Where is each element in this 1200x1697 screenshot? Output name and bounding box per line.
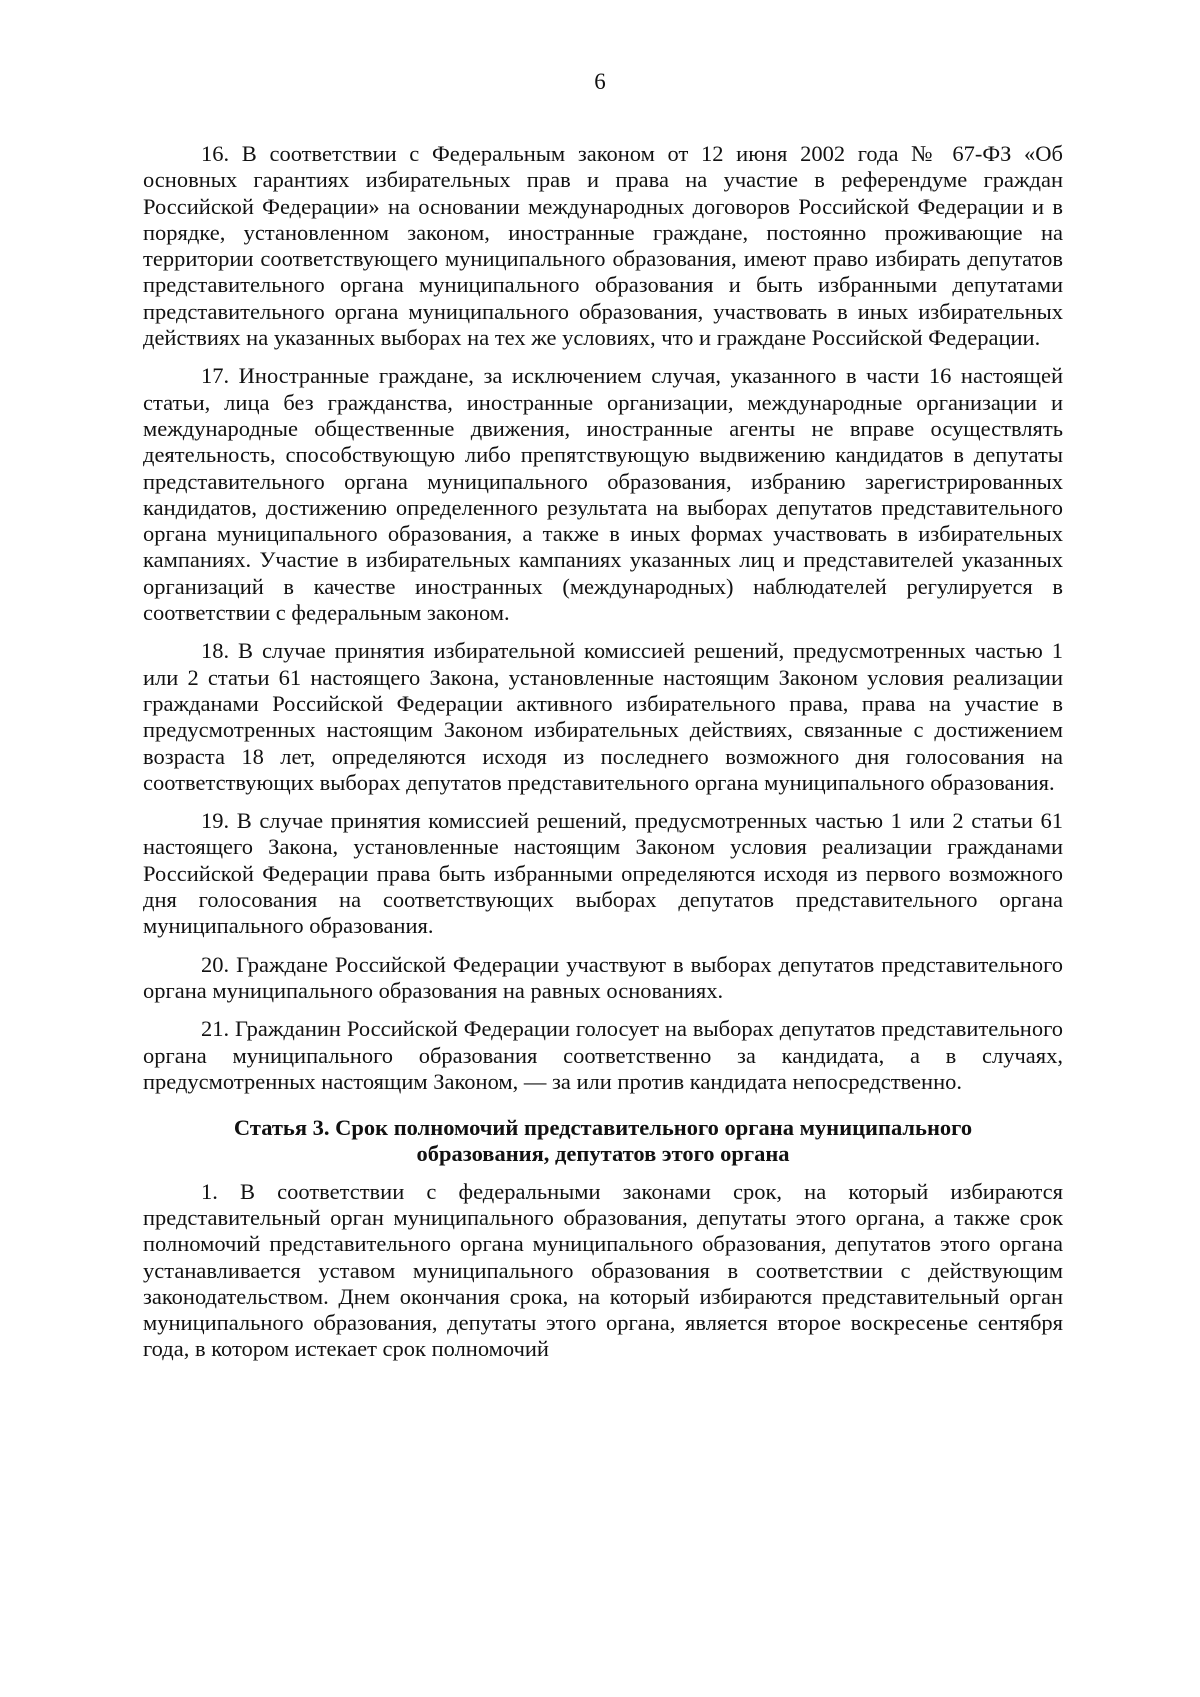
paragraph-18: 18. В случае принятия избирательной комиссией решений, предусмотренных частью 1 или 2 статьи 61 настоящего Закона, установленные настоящим Законом условия реализации гражданами Российской Федерации активного избирательного права, права на участие в предусмотренных настоящим Законом избирательных действиях, связанные с достижением возраста 18 лет, определяются исходя из последнего возможного дня голосования на соответствующих выборах депутатов представительного органа муниципального образования. bbox=[143, 638, 1063, 795]
paragraph-16: 16. В соответствии с Федеральным законом от 12 июня 2002 года № 67-ФЗ «Об основных гарантиях избирательных прав и права на участие в референдуме граждан Российской Федерации» на основании международных договоров Российской Федерации и в порядке, установленном законом, иностранные граждане, постоянно проживающие на территории соответствующего муниципального образования, имеют право избирать депутатов представительного органа муниципального образования и быть избранными депутатами представительного органа муниципального образования, участвовать в иных избирательных действиях на указанных выборах на тех же условиях, что и граждане Российской Федерации. bbox=[143, 141, 1063, 351]
paragraph-20: 20. Граждане Российской Федерации участвуют в выборах депутатов представительного органа муниципального образования на равных основаниях. bbox=[143, 951, 1063, 1003]
page-number: 6 bbox=[594, 69, 606, 94]
article-3-paragraph-1: 1. В соответствии с федеральными законами срок, на который избираются представительный орган муниципального образования, депутаты этого органа, а также срок полномочий представительного органа муниципального образования, депутатов этого органа устанавливается уставом муниципального образования в соответствии с действующим законодательством. Днем окончания срока, на который избираются представительный орган муниципального образования, депутаты этого органа, является второе воскресенье сентября года, в котором истекает срок полномочий bbox=[143, 1178, 1063, 1362]
document-body bbox=[143, 141, 1063, 1375]
paragraph-17: 17. Иностранные граждане, за исключением случая, указанного в части 16 настоящей статьи, лица без гражданства, иностранные организации, международные организации и международные общественные движения, иностранные агенты не вправе осуществлять деятельность, способствующую либо препятствующую выдвижению кандидатов в депутаты представительного органа муниципального образования, избранию зарегистрированных кандидатов, достижению определенного результата на выборах депутатов представительного органа муниципального образования, а также в иных формах участвовать в избирательных кампаниях. Участие в избирательных кампаниях указанных лиц и представителей указанных организаций в качестве иностранных (международных) наблюдателей регулируется в соответствии с федеральным законом. bbox=[143, 363, 1063, 626]
article-3-heading: Статья 3. Срок полномочий представительного органа муниципального образования, депутатов этого органа bbox=[233, 1115, 973, 1167]
paragraph-21: 21. Гражданин Российской Федерации голосует на выборах депутатов представительного органа муниципального образования соответственно за кандидата, а в случаях, предусмотренных настоящим Законом, — за или против кандидата непосредственно. bbox=[143, 1016, 1063, 1094]
paragraph-19: 19. В случае принятия комиссией решений, предусмотренных частью 1 или 2 статьи 61 настоящего Закона, установленные настоящим Законом условия реализации гражданами Российской Федерации права быть избранными определяются исходя из первого возможного дня голосования на соответствующих выборах депутатов представительного органа муниципального образования. bbox=[143, 808, 1063, 939]
